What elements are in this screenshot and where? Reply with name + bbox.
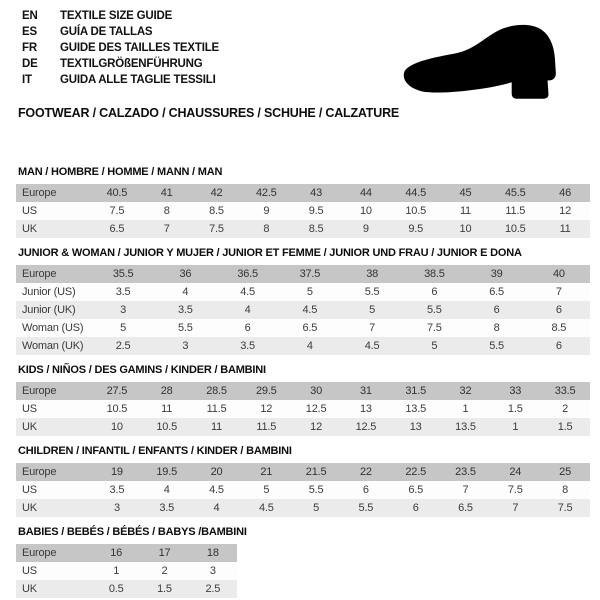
table-title: JUNIOR & WOMAN / JUNIOR Y MUJER / JUNIOR ET FEMME / JUNIOR UND FRAU / JUNIOR E DONA	[18, 247, 522, 259]
language-row-es	[22, 24, 219, 40]
size-value: 18	[206, 547, 219, 559]
table-row	[16, 562, 237, 580]
size-value: 11	[210, 421, 222, 433]
size-value: 6.5	[302, 322, 318, 334]
size-value: 3	[120, 304, 127, 316]
size-value: 10.5	[405, 205, 426, 217]
size-value: 5.5	[358, 502, 374, 514]
size-value: 13.5	[405, 403, 426, 415]
size-value: 4	[163, 484, 170, 496]
table-row	[16, 580, 237, 598]
row-label: UK	[22, 502, 37, 514]
row-label: Woman (US)	[22, 322, 84, 334]
size-value: 5.5	[308, 484, 324, 496]
size-value: 36.5	[237, 268, 258, 280]
size-value: 1.5	[507, 403, 523, 415]
row-label: Junior (UK)	[22, 304, 76, 316]
size-value: 5	[431, 340, 438, 352]
size-value: 3	[182, 340, 189, 352]
size-value: 5.5	[178, 322, 193, 334]
category-title: FOOTWEAR / CALZADO / CHAUSSURES / SCHUHE / CALZATURE	[18, 106, 400, 120]
size-value: 42	[210, 187, 223, 199]
size-value: 16	[110, 547, 123, 559]
size-value: 8	[562, 484, 569, 496]
size-value: 20	[210, 466, 223, 478]
size-value: 4.5	[258, 502, 274, 514]
size-value: 4	[182, 286, 189, 298]
size-value: 13	[409, 421, 422, 433]
size-value: 8.5	[551, 322, 567, 334]
size-value: 8	[163, 205, 170, 217]
language-code: IT	[22, 74, 32, 86]
size-value: 0.5	[108, 583, 124, 595]
size-value: 4	[213, 502, 220, 514]
size-table	[16, 265, 590, 355]
size-value: 30	[310, 385, 322, 397]
language-code: ES	[22, 26, 37, 38]
size-table	[16, 544, 237, 598]
shoe-icon	[390, 16, 580, 108]
size-value: 6	[412, 502, 419, 514]
size-value: 31.5	[405, 385, 426, 397]
size-value: 7.5	[507, 484, 523, 496]
size-value: 7	[369, 322, 376, 334]
size-value: 2	[161, 565, 168, 577]
table-row	[16, 382, 590, 400]
row-label: UK	[22, 421, 37, 433]
size-value: 1.5	[157, 583, 172, 595]
table-row	[16, 184, 590, 202]
row-label: US	[22, 484, 37, 496]
language-text: TEXTILGRÖßENFÜHRUNG	[60, 58, 203, 70]
row-label: Europe	[22, 385, 57, 397]
size-value: 3.5	[178, 304, 193, 316]
size-value: 11	[559, 223, 571, 235]
table-row	[16, 400, 590, 418]
size-value: 31	[359, 385, 372, 397]
size-value: 12	[310, 421, 322, 433]
size-value: 22.5	[405, 466, 426, 478]
table-section	[16, 166, 590, 238]
size-value: 4.5	[302, 304, 318, 316]
table-row	[16, 481, 590, 499]
language-row-fr	[22, 40, 219, 56]
table-row	[16, 301, 590, 319]
row-label: Junior (US)	[22, 286, 76, 298]
row-label: US	[22, 205, 37, 217]
table-row	[16, 265, 590, 283]
size-value: 1	[462, 403, 469, 415]
size-value: 7	[163, 223, 170, 235]
table-row	[16, 220, 590, 238]
table-title: CHILDREN / INFANTIL / ENFANTS / KINDER / BAMBINI	[18, 445, 292, 457]
size-value: 42.5	[255, 187, 277, 199]
size-value: 6	[555, 304, 562, 316]
size-value: 4	[306, 340, 313, 352]
size-value: 6	[244, 322, 251, 334]
size-value: 5	[369, 304, 376, 316]
size-value: 37.5	[299, 268, 321, 280]
row-label: UK	[22, 223, 37, 235]
size-value: 12	[260, 403, 273, 415]
size-value: 45.5	[504, 187, 526, 199]
table-title: BABIES / BEBÉS / BÉBÉS / BABYS /BAMBINI	[18, 526, 247, 538]
size-value: 23.5	[455, 466, 476, 478]
size-value: 9.5	[308, 205, 324, 217]
size-value: 39	[490, 268, 503, 280]
size-value: 2.5	[205, 583, 221, 595]
size-value: 12.5	[355, 421, 377, 433]
size-value: 6.5	[489, 286, 504, 298]
size-value: 8	[493, 322, 500, 334]
language-row-de	[22, 56, 219, 72]
size-value: 11.5	[505, 205, 526, 217]
size-value: 41	[160, 187, 173, 199]
table-section	[16, 364, 590, 436]
size-value: 1.5	[557, 421, 573, 433]
size-value: 27.5	[106, 385, 128, 397]
size-value: 45	[459, 187, 472, 199]
size-value: 46	[559, 187, 571, 199]
size-value: 12.5	[305, 403, 327, 415]
row-label: UK	[22, 583, 37, 595]
size-value: 29.5	[255, 385, 277, 397]
table-row	[16, 283, 590, 301]
size-value: 6.5	[408, 484, 424, 496]
size-value: 5	[263, 484, 270, 496]
size-value: 21	[260, 466, 273, 478]
row-label: Europe	[22, 547, 57, 559]
size-value: 6.5	[109, 223, 125, 235]
row-label: Woman (UK)	[22, 340, 84, 352]
size-value: 8	[263, 223, 270, 235]
size-value: 3.5	[159, 502, 175, 514]
size-value: 6	[493, 304, 500, 316]
size-value: 5	[313, 502, 320, 514]
size-value: 7	[555, 286, 562, 298]
language-row-it	[22, 72, 219, 88]
size-value: 19.5	[156, 466, 177, 478]
size-value: 40.5	[106, 187, 128, 199]
size-value: 4.5	[209, 484, 224, 496]
size-value: 1	[113, 565, 120, 577]
table-title: KIDS / NIÑOS / DES GAMINS / KINDER / BAMBINI	[18, 364, 266, 376]
size-value: 22	[359, 466, 372, 478]
size-value: 4.5	[364, 340, 380, 352]
size-value: 11	[161, 403, 173, 415]
table-row	[16, 463, 590, 481]
row-label: Europe	[22, 268, 57, 280]
size-value: 5.5	[427, 304, 442, 316]
size-value: 44.5	[405, 187, 426, 199]
size-value: 43	[310, 187, 322, 199]
language-code: FR	[22, 42, 37, 54]
row-label: Europe	[22, 187, 57, 199]
size-value: 33	[509, 385, 522, 397]
size-value: 7.5	[427, 322, 442, 334]
language-code: DE	[22, 58, 38, 70]
size-value: 6	[431, 286, 438, 298]
size-value: 35.5	[112, 268, 134, 280]
size-value: 6.5	[458, 502, 473, 514]
size-value: 13	[359, 403, 372, 415]
size-value: 9	[362, 223, 369, 235]
size-value: 3.5	[115, 286, 131, 298]
size-value: 2.5	[115, 340, 131, 352]
size-value: 11.5	[206, 403, 227, 415]
size-value: 6	[362, 484, 369, 496]
table-section	[16, 445, 590, 517]
size-tables	[16, 158, 590, 600]
size-value: 1	[512, 421, 519, 433]
table-row	[16, 202, 590, 220]
table-row	[16, 499, 590, 517]
table-row	[16, 319, 590, 337]
size-value: 3.5	[240, 340, 255, 352]
size-table	[16, 184, 590, 238]
table-row	[16, 418, 590, 436]
size-value: 24	[509, 466, 522, 478]
size-value: 7	[462, 484, 469, 496]
size-value: 7.5	[209, 223, 224, 235]
row-label: US	[22, 403, 37, 415]
table-section	[16, 247, 590, 355]
size-value: 38.5	[424, 268, 445, 280]
size-value: 13.5	[455, 421, 476, 433]
size-value: 11.5	[256, 421, 277, 433]
table-section	[16, 526, 590, 598]
row-label: US	[22, 565, 37, 577]
size-value: 32	[459, 385, 472, 397]
size-value: 7	[512, 502, 519, 514]
size-value: 33.5	[554, 385, 576, 397]
size-value: 2	[562, 403, 569, 415]
row-label: Europe	[22, 466, 57, 478]
language-list	[22, 8, 219, 88]
size-value: 38	[366, 268, 379, 280]
size-value: 10.5	[106, 403, 128, 415]
size-value: 28.5	[206, 385, 227, 397]
size-value: 7.5	[109, 205, 125, 217]
table-title: MAN / HOMBRE / HOMME / MANN / MAN	[18, 166, 223, 178]
size-value: 12	[559, 205, 571, 217]
size-table	[16, 382, 590, 436]
language-text: GUÍA DE TALLAS	[60, 26, 153, 38]
size-value: 3	[113, 502, 120, 514]
size-value: 36	[179, 268, 192, 280]
size-value: 28	[160, 385, 173, 397]
size-value: 9.5	[408, 223, 424, 235]
language-text: GUIDE DES TAILLES TEXTILE	[60, 42, 219, 54]
table-row	[16, 337, 590, 355]
size-value: 19	[110, 466, 123, 478]
language-text: GUIDA ALLE TAGLIE TESSILI	[60, 74, 216, 86]
size-table	[16, 463, 590, 517]
size-value: 10	[359, 205, 372, 217]
size-value: 8.5	[209, 205, 224, 217]
size-value: 40	[552, 268, 565, 280]
size-value: 3.5	[109, 484, 125, 496]
size-value: 10	[110, 421, 123, 433]
size-value: 10.5	[156, 421, 177, 433]
size-value: 4	[244, 304, 251, 316]
size-value: 5.5	[364, 286, 380, 298]
size-value: 10.5	[504, 223, 526, 235]
language-text: TEXTILE SIZE GUIDE	[60, 10, 173, 22]
size-value: 10	[459, 223, 472, 235]
size-value: 44	[359, 187, 372, 199]
size-value: 9	[263, 205, 270, 217]
size-value: 4.5	[240, 286, 255, 298]
size-value: 5	[120, 322, 127, 334]
size-value: 11	[459, 205, 471, 217]
size-value: 8.5	[308, 223, 324, 235]
size-value: 21.5	[305, 466, 327, 478]
size-value: 5.5	[489, 340, 504, 352]
language-code: EN	[22, 10, 38, 22]
table-row	[16, 544, 237, 562]
size-value: 25	[559, 466, 571, 478]
size-value: 3	[209, 565, 216, 577]
size-value: 6	[555, 340, 562, 352]
size-value: 5	[306, 286, 313, 298]
size-value: 17	[158, 547, 171, 559]
language-row-en	[22, 8, 219, 24]
size-value: 7.5	[557, 502, 573, 514]
